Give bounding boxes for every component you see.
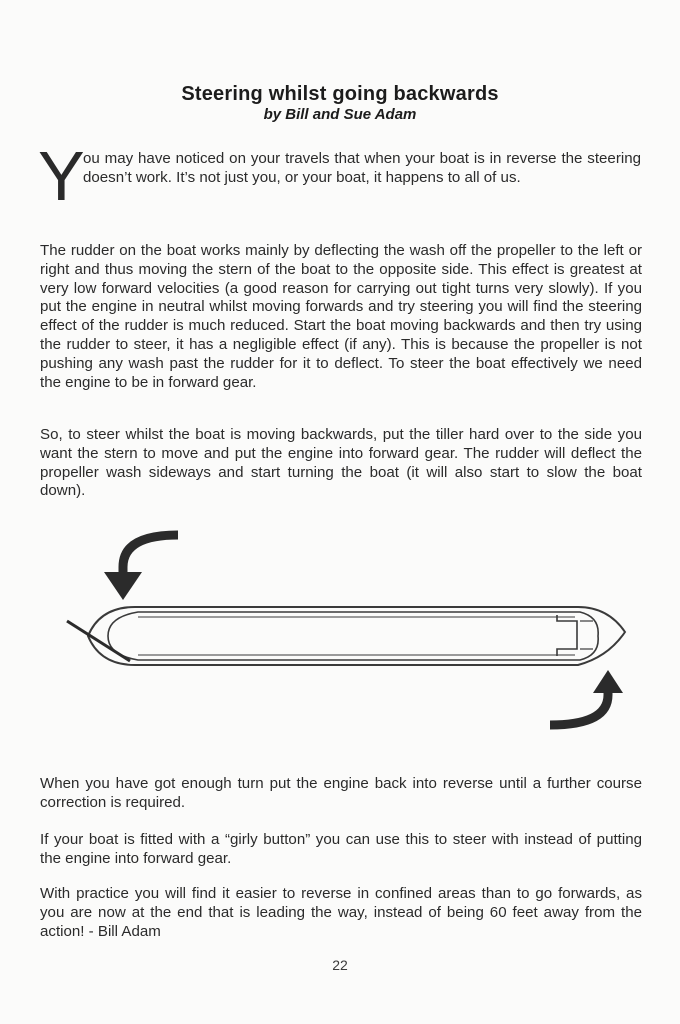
drop-cap: Y	[38, 137, 85, 215]
body-paragraph-2: So, to steer whilst the boat is moving backwards, put the tiller hard over to the side you want the stern to move and put the engine into forward gear. The rudder will deflect the propeller wash sideways and start turning the boat (it will also start to slow the boat down).	[40, 426, 642, 500]
boat-steering-diagram	[60, 525, 635, 735]
article-byline: by Bill and Sue Adam	[263, 106, 417, 123]
body-paragraph-4: If your boat is fitted with a “girly button” you can use this to steer with instead of putting the engine into forward gear.	[40, 831, 642, 867]
bow-curved-arrow	[550, 670, 623, 725]
tiller-line	[67, 621, 130, 661]
body-paragraph-5: With practice you will find it easier to reverse in confined areas than to go forwards, as you are now at the end that is leading the way, instead of being 60 feet away from the action! - Bill Adam	[40, 885, 642, 940]
body-paragraph-1: The rudder on the boat works mainly by deflecting the wash off the propeller to the left or right and thus moving the stern of the boat to the opposite side. This effect is greatest at very low forward velocities (a good reason for carrying out tight turns very slowly). If you put the engine in neutral whilst moving forwards and try steering you will find the steering effect of the rudder is much reduced. Start the boat moving backwards and then try using the rudder to steer, it has a negligible effect (if any). This is because the propeller is not pushing any wash past the rudder for it to deflect. To steer the boat effectively we need the engine to be in forward gear.	[40, 242, 642, 391]
page-number: 22	[332, 957, 348, 973]
stern-curved-arrow	[104, 535, 178, 600]
article-title: Steering whilst going backwards	[181, 83, 499, 105]
intro-paragraph: ou may have noticed on your travels that when your boat is in reverse the steering doesn’t work. It’s not just you, or your boat, it happens to all of us.	[83, 150, 641, 186]
body-paragraph-3: When you have got enough turn put the engine back into reverse until a further course correction is required.	[40, 775, 642, 811]
narrowboat-hull	[88, 607, 625, 665]
